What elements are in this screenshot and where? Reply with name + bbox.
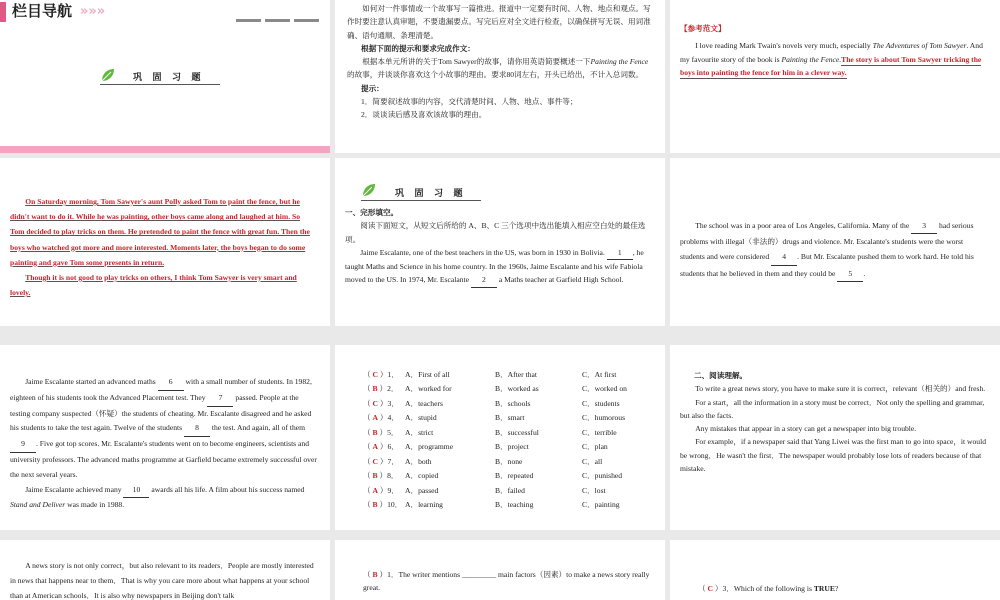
option-a: A．learning	[405, 500, 443, 510]
question-1: （ B ）1．The writer mentions _________ main factors（因素）to make a news story really great.	[363, 570, 650, 593]
nav-accent-stripe	[0, 2, 6, 22]
reference-body-2: Though it is not good to play tricks on others, I think Tom Sawyer is very smart and lovely.	[10, 272, 297, 298]
cloze-part-title: 一、完形填空。	[345, 208, 399, 217]
answer-letter: A	[372, 442, 378, 452]
option-b: B．smart	[495, 413, 525, 423]
answer-letter: C	[372, 369, 378, 379]
answer-row	[363, 396, 657, 411]
answer-row	[363, 367, 657, 382]
option-c: C．humorous	[582, 413, 626, 423]
reference-intro: I love reading Mark Twain's novels very much, especially The Adventures of Tom Sawyer. And my favourite story of the book is Painting the Fence.The story is about Tom Sawyer tricking the boys into painting the fence for him in a clever way.	[680, 41, 983, 77]
question-3-tile	[670, 540, 1000, 600]
answer-row	[363, 454, 657, 469]
answer-number: （ B ）8．	[363, 469, 405, 482]
option-c: C．At first	[582, 369, 617, 379]
tip-2: 2．谈谈读后感及喜欢该故事的理由。	[361, 110, 487, 120]
option-a: A．teachers	[405, 398, 443, 408]
option-a: A．passed	[405, 485, 439, 495]
chevron-right-icon: »»»	[80, 4, 106, 19]
option-b: B．After that	[495, 369, 537, 379]
answer-number: （ B ）5．	[363, 426, 405, 439]
cloze-paragraph-2-tile	[670, 158, 1000, 326]
answer-letter: C	[372, 456, 378, 466]
answer-letter: A	[372, 485, 378, 495]
option-a: A．strict	[405, 427, 434, 437]
tips-heading: 提示：	[361, 83, 384, 93]
pink-bar	[0, 146, 330, 153]
nav-title: 栏目导航	[12, 3, 73, 20]
answer-number: （ B ）10．	[363, 498, 405, 511]
cloze-paragraph-4: Jaime Escalante achieved many 10 awards all his life. A film about his success named Stand and Deliver was made in 1988.	[10, 484, 305, 510]
option-c: C．worked on	[582, 384, 627, 394]
option-a: A．programme	[405, 442, 454, 452]
reference-essay-tile	[670, 0, 1000, 153]
option-c: C．plan	[582, 442, 608, 452]
answer-options-tile	[335, 345, 665, 530]
prompt-heading: 根据下面的提示和要求完成作文：	[361, 43, 475, 53]
option-b: B．repeated	[495, 471, 534, 481]
reference-heading: 【参考范文】	[680, 24, 726, 33]
prompt-text: 根据本单元所讲的关于Tom Sawyer的故事，请你用英语简要概述一下Painting the Fence的故事，并谈谈你喜欢这个小故事的理由。要求80词左右，开头已给出，不计入总词数。	[347, 57, 649, 80]
question-3: （ C ）3．Which of the following is TRUE?	[698, 584, 839, 593]
section-title: 巩 固 习 题	[133, 72, 205, 82]
leaf-icon	[100, 67, 116, 83]
option-b: B．worked as	[495, 384, 539, 394]
question-1-answer: B	[372, 570, 378, 579]
option-c: C．punished	[582, 471, 623, 481]
answer-row	[363, 382, 657, 397]
leaf-icon	[361, 182, 377, 198]
nav-dash	[236, 19, 261, 22]
option-b: B．schools	[495, 398, 531, 408]
answer-letter: B	[372, 500, 378, 510]
answer-row	[363, 469, 657, 484]
answer-number: （ C ）7．	[363, 455, 405, 468]
section-underline	[361, 200, 481, 201]
reference-body-tile	[0, 158, 330, 326]
writing-task-tile	[335, 0, 665, 153]
tip-1: 1．简要叙述故事的内容，交代清楚时间、人物、地点、事件等；	[361, 96, 578, 106]
answer-number: （ C ）1．	[363, 368, 405, 381]
answer-row	[363, 483, 657, 498]
cloze-intro-tile	[335, 158, 665, 326]
option-b: B．failed	[495, 485, 525, 495]
section-underline	[100, 84, 220, 85]
answer-row	[363, 498, 657, 513]
option-a: A．both	[405, 456, 432, 466]
cloze-paragraph-2: The school was in a poor area of Los Angeles, California. Many of the 3 had serious problems with illegal（非法的）drugs and violence. Mr. Escalante's students were the worst students and were considered 4 . But Mr. Escalante pushed them to work hard. He told his students that he believed in them and they could be 5 .	[680, 218, 988, 282]
reading-paragraph-4: For example，if a newspaper said that Yang Liwei was the first man to go into space，it would be wrong．He wasn't the first．The newspaper would probably lose lots of readers because of that mistake.	[680, 437, 987, 473]
nav-dash	[265, 19, 290, 22]
answer-letter: B	[372, 471, 378, 481]
reading-part-title: 二、阅读理解。	[694, 371, 748, 380]
cloze-paragraph-3-tile	[0, 345, 330, 530]
cloze-paragraph-3: Jaime Escalante started an advanced maths 6 with a small number of students. In 1982, eighteen of his students took the Advanced Placement test. They 7 passed. People at the testing company suspected（怀疑）the students of cheating. Mr. Escalante disagreed and he asked his students to take the test again. Twelve of the students 8 the test. And again, all of them 9 . Five got top scores. Mr. Escalante's students went on to become engineers, scientists and university professors. The advanced maths programme at Garfield became extremely successful over the next several years.	[10, 377, 317, 479]
answer-number: （ A ）6．	[363, 440, 405, 453]
option-b: B．project	[495, 442, 529, 452]
reference-body-1: On Saturday morning, Tom Sawyer's aunt Polly asked Tom to paint the fence, but he didn't want to do it. While he was painting, other boys came along and laughed at him. So Tom decided to play tricks on them. He pretended to paint the fence with great fun. Then the boys who watched got more and more interested. Moments later, the boys began to do some painting and gave Tom some presents in return.	[10, 197, 310, 267]
option-a: A．worked for	[405, 384, 452, 394]
option-b: B．teaching	[495, 500, 534, 510]
answer-number: （ B ）2．	[363, 382, 405, 395]
answer-letter: C	[372, 398, 378, 408]
question-3-answer: C	[707, 584, 713, 593]
option-a: A．First of all	[405, 369, 450, 379]
answer-list	[363, 367, 657, 512]
option-b: B．successful	[495, 427, 539, 437]
reading-paragraph-1: To write a great news story, you have to make sure it is correct，relevant（相关的）and fresh.	[695, 384, 986, 394]
reading-tile	[670, 345, 1000, 530]
reading-paragraph-5: A news story is not only correct，but also relevant to its readers．People are mostly interested in news that happens near to them．That is why you care more about what happens at your school than at American schools．It is also why newspapers in Beijing don't talk	[10, 561, 314, 600]
answer-letter: B	[372, 427, 378, 437]
answer-number: （ C ）3．	[363, 397, 405, 410]
reading-paragraph-2: For a start，all the information in a story must be correct．Not only the spelling and grammar, but also the facts.	[680, 397, 985, 420]
option-c: C．terrible	[582, 427, 617, 437]
option-c: C．painting	[582, 500, 620, 510]
answer-row	[363, 440, 657, 455]
question-1-tile	[335, 540, 665, 600]
writing-intro: 如何对一件事情或一个故事写一篇推进。报道中一定要有时间、人物、地点和观点。写作时要注意认真审题，不要遗漏要点。写完后应对全文进行检查，以确保拼写无误、用词准确、语句通顺、条理清楚。	[347, 4, 651, 40]
option-c: C．students	[582, 398, 620, 408]
option-a: A．stupid	[405, 413, 437, 423]
option-a: A．copied	[405, 471, 439, 481]
answer-number: （ A ）9．	[363, 484, 405, 497]
column-navigation-bar	[0, 0, 330, 24]
answer-row	[363, 411, 657, 426]
answer-letter: B	[372, 384, 378, 394]
reading-paragraph-3: Any mistakes that appear in a story can get a newspaper into big trouble.	[695, 424, 917, 434]
option-b: B．none	[495, 456, 523, 466]
cloze-paragraph-1: Jaime Escalante, one of the best teachers in the US, was born in 1930 in Bolivia. 1 , he taught Maths and Science in his home country. In the 1960s, Jaime Escalante and his wife Fabiola moved to the US. In 1974, Mr. Escalante 2 a Maths teacher at Garfield High School.	[345, 246, 653, 288]
answer-row	[363, 425, 657, 440]
slide-header-tile	[0, 0, 330, 153]
cloze-instructions: 阅读下面短文，从短文后所给的 A、B、C 三个选项中选出能填入相应空白处的最佳选项。	[345, 221, 646, 244]
answer-number: （ A ）4．	[363, 411, 405, 424]
answer-letter: A	[372, 413, 378, 423]
option-c: C．lost	[582, 485, 606, 495]
nav-dash	[294, 19, 319, 22]
option-c: C．all	[582, 456, 603, 466]
section-title: 巩 固 习 题	[395, 188, 467, 198]
reading-continuation-tile	[0, 540, 330, 600]
